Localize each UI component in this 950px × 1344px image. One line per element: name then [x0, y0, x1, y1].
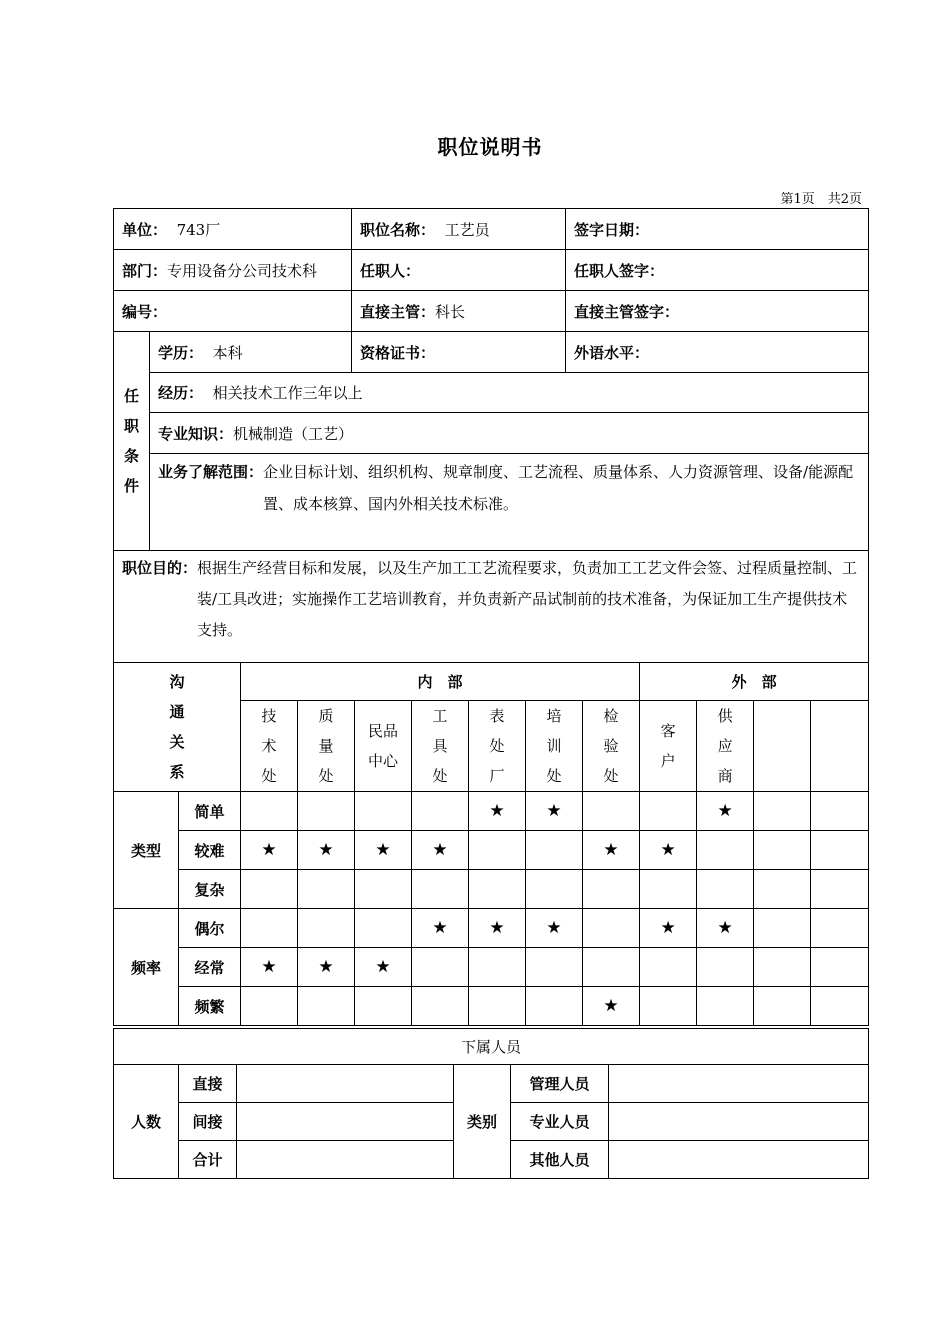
count-value-cell [237, 1103, 454, 1141]
experience-cell [150, 373, 869, 413]
internal-column-header: 民品 中心 [355, 701, 412, 792]
supervisor-value: 科长 [435, 302, 466, 321]
unit-label: 单位： [122, 220, 168, 239]
unit-value: 743厂 [176, 220, 221, 239]
dept-value: 专用设备分公司技术科 [167, 261, 318, 280]
experience-label: 经历： [158, 384, 204, 402]
purpose-value: 根据生产经营目标和发展，以及生产加工工艺流程要求，负责加工工艺文件会签、过程质量控制、工装/工具改进；实施操作工艺培训教育，并负责新产品试制前的技术准备，为保证加工生产提供技术支持。 [197, 559, 858, 639]
dept-cell [114, 250, 352, 291]
certificate-cell [352, 332, 566, 373]
empty-cell [640, 792, 697, 831]
sign-date-label: 签字日期： [574, 220, 650, 239]
empty-cell [640, 987, 697, 1026]
business-cell [150, 454, 869, 551]
count-row-label: 间接 [179, 1103, 237, 1141]
certificate-label: 资格证书： [360, 343, 436, 362]
supervisor-label: 直接主管： [360, 302, 436, 321]
business-label: 业务了解范围： [158, 463, 264, 481]
internal-column-header: 质 量 处 [298, 701, 355, 792]
position-cell [352, 209, 566, 250]
star-mark: ★ [526, 909, 583, 948]
empty-cell [583, 909, 640, 948]
external-column-header [754, 701, 811, 792]
empty-cell [298, 870, 355, 909]
category-row-label: 专业人员 [511, 1103, 609, 1141]
empty-cell [526, 831, 583, 870]
external-column-header: 客 户 [640, 701, 697, 792]
sign-date-cell [566, 209, 869, 250]
empty-cell [298, 987, 355, 1026]
star-mark: ★ [697, 792, 754, 831]
empty-cell [526, 987, 583, 1026]
star-mark: ★ [241, 948, 298, 987]
count-label: 人数 [114, 1065, 179, 1179]
page-number: 第1页 共2页 [780, 192, 862, 207]
empty-cell [355, 909, 412, 948]
empty-cell [811, 870, 869, 909]
star-mark: ★ [583, 831, 640, 870]
empty-cell [811, 987, 869, 1026]
empty-cell [754, 948, 811, 987]
knowledge-label: 专业知识： [158, 424, 234, 443]
group-label: 类型 [114, 792, 179, 909]
empty-cell [640, 948, 697, 987]
purpose-cell [114, 551, 869, 663]
empty-cell [241, 792, 298, 831]
external-column-header: 供 应 商 [697, 701, 754, 792]
education-label: 学历： [158, 343, 204, 362]
experience-value: 相关技术工作三年以上 [212, 384, 363, 402]
star-mark: ★ [469, 909, 526, 948]
star-mark: ★ [583, 987, 640, 1026]
education-cell [150, 332, 352, 373]
qualification-section-label: 任 职 条 件 [114, 332, 150, 551]
supervisor-sign-label: 直接主管签字： [574, 302, 680, 321]
empty-cell [811, 909, 869, 948]
row-label: 经常 [179, 948, 241, 987]
subordinates-table [113, 1028, 869, 1179]
empty-cell [241, 870, 298, 909]
empty-cell [241, 909, 298, 948]
row-label: 较难 [179, 831, 241, 870]
star-mark: ★ [526, 792, 583, 831]
star-mark: ★ [298, 831, 355, 870]
star-mark: ★ [697, 909, 754, 948]
empty-cell [412, 792, 469, 831]
empty-cell [355, 792, 412, 831]
internal-column-header: 工 具 处 [412, 701, 469, 792]
empty-cell [469, 987, 526, 1026]
document-title: 职位说明书 [437, 135, 543, 159]
empty-cell [355, 870, 412, 909]
code-cell [114, 291, 352, 332]
empty-cell [811, 792, 869, 831]
star-mark: ★ [241, 831, 298, 870]
empty-cell [412, 870, 469, 909]
empty-cell [469, 831, 526, 870]
empty-cell [754, 909, 811, 948]
business-value: 企业目标计划、组织机构、规章制度、工艺流程、质量体系、人力资源管理、设备/能源配置、成本核算、国内外相关技术标准。 [263, 463, 854, 513]
education-value: 本科 [212, 343, 243, 362]
empty-cell [526, 870, 583, 909]
empty-cell [697, 870, 754, 909]
count-value-cell [237, 1065, 454, 1103]
star-mark: ★ [640, 831, 697, 870]
empty-cell [754, 831, 811, 870]
empty-cell [697, 987, 754, 1026]
subordinates-title: 下属人员 [114, 1029, 869, 1065]
empty-cell [469, 948, 526, 987]
position-label: 职位名称： [360, 220, 436, 239]
unit-cell [114, 209, 352, 250]
category-row-label: 其他人员 [511, 1141, 609, 1179]
communication-table [113, 662, 869, 1026]
category-row-label: 管理人员 [511, 1065, 609, 1103]
empty-cell [697, 948, 754, 987]
empty-cell [583, 948, 640, 987]
empty-cell [412, 987, 469, 1026]
star-mark: ★ [469, 792, 526, 831]
empty-cell [697, 831, 754, 870]
supervisor-sign-cell [566, 291, 869, 332]
empty-cell [583, 870, 640, 909]
internal-column-header: 技 术 处 [241, 701, 298, 792]
empty-cell [754, 870, 811, 909]
internal-column-header: 检 验 处 [583, 701, 640, 792]
empty-cell [754, 792, 811, 831]
language-label: 外语水平： [574, 343, 650, 362]
holder-sign-cell [566, 250, 869, 291]
category-value-cell [609, 1141, 869, 1179]
external-column-header [811, 701, 869, 792]
row-label: 复杂 [179, 870, 241, 909]
job-info-table [113, 208, 869, 663]
communication-section-label: 沟 通 关 系 [114, 663, 241, 792]
empty-cell [526, 948, 583, 987]
empty-cell [412, 948, 469, 987]
empty-cell [754, 987, 811, 1026]
category-value-cell [609, 1065, 869, 1103]
external-header: 外 部 [640, 663, 869, 701]
category-label: 类别 [454, 1065, 511, 1179]
position-value: 工艺员 [444, 220, 490, 239]
purpose-label: 职位目的： [122, 559, 198, 577]
internal-column-header: 培 训 处 [526, 701, 583, 792]
knowledge-cell [150, 413, 869, 454]
empty-cell [469, 870, 526, 909]
row-label: 偶尔 [179, 909, 241, 948]
group-label: 频率 [114, 909, 179, 1026]
star-mark: ★ [355, 948, 412, 987]
empty-cell [583, 792, 640, 831]
knowledge-value: 机械制造（工艺） [233, 424, 354, 443]
internal-column-header: 表 处 厂 [469, 701, 526, 792]
star-mark: ★ [412, 831, 469, 870]
empty-cell [640, 870, 697, 909]
code-label: 编号： [122, 302, 168, 321]
empty-cell [811, 948, 869, 987]
empty-cell [298, 792, 355, 831]
holder-cell [352, 250, 566, 291]
language-cell [566, 332, 869, 373]
row-label: 频繁 [179, 987, 241, 1026]
empty-cell [241, 987, 298, 1026]
count-value-cell [237, 1141, 454, 1179]
empty-cell [355, 987, 412, 1026]
holder-label: 任职人： [360, 261, 421, 280]
count-row-label: 合计 [179, 1141, 237, 1179]
dept-label: 部门： [122, 261, 168, 280]
star-mark: ★ [298, 948, 355, 987]
star-mark: ★ [640, 909, 697, 948]
internal-header: 内 部 [241, 663, 640, 701]
holder-sign-label: 任职人签字： [574, 261, 665, 280]
empty-cell [811, 831, 869, 870]
count-row-label: 直接 [179, 1065, 237, 1103]
row-label: 简单 [179, 792, 241, 831]
star-mark: ★ [412, 909, 469, 948]
category-value-cell [609, 1103, 869, 1141]
supervisor-cell [352, 291, 566, 332]
star-mark: ★ [355, 831, 412, 870]
empty-cell [298, 909, 355, 948]
